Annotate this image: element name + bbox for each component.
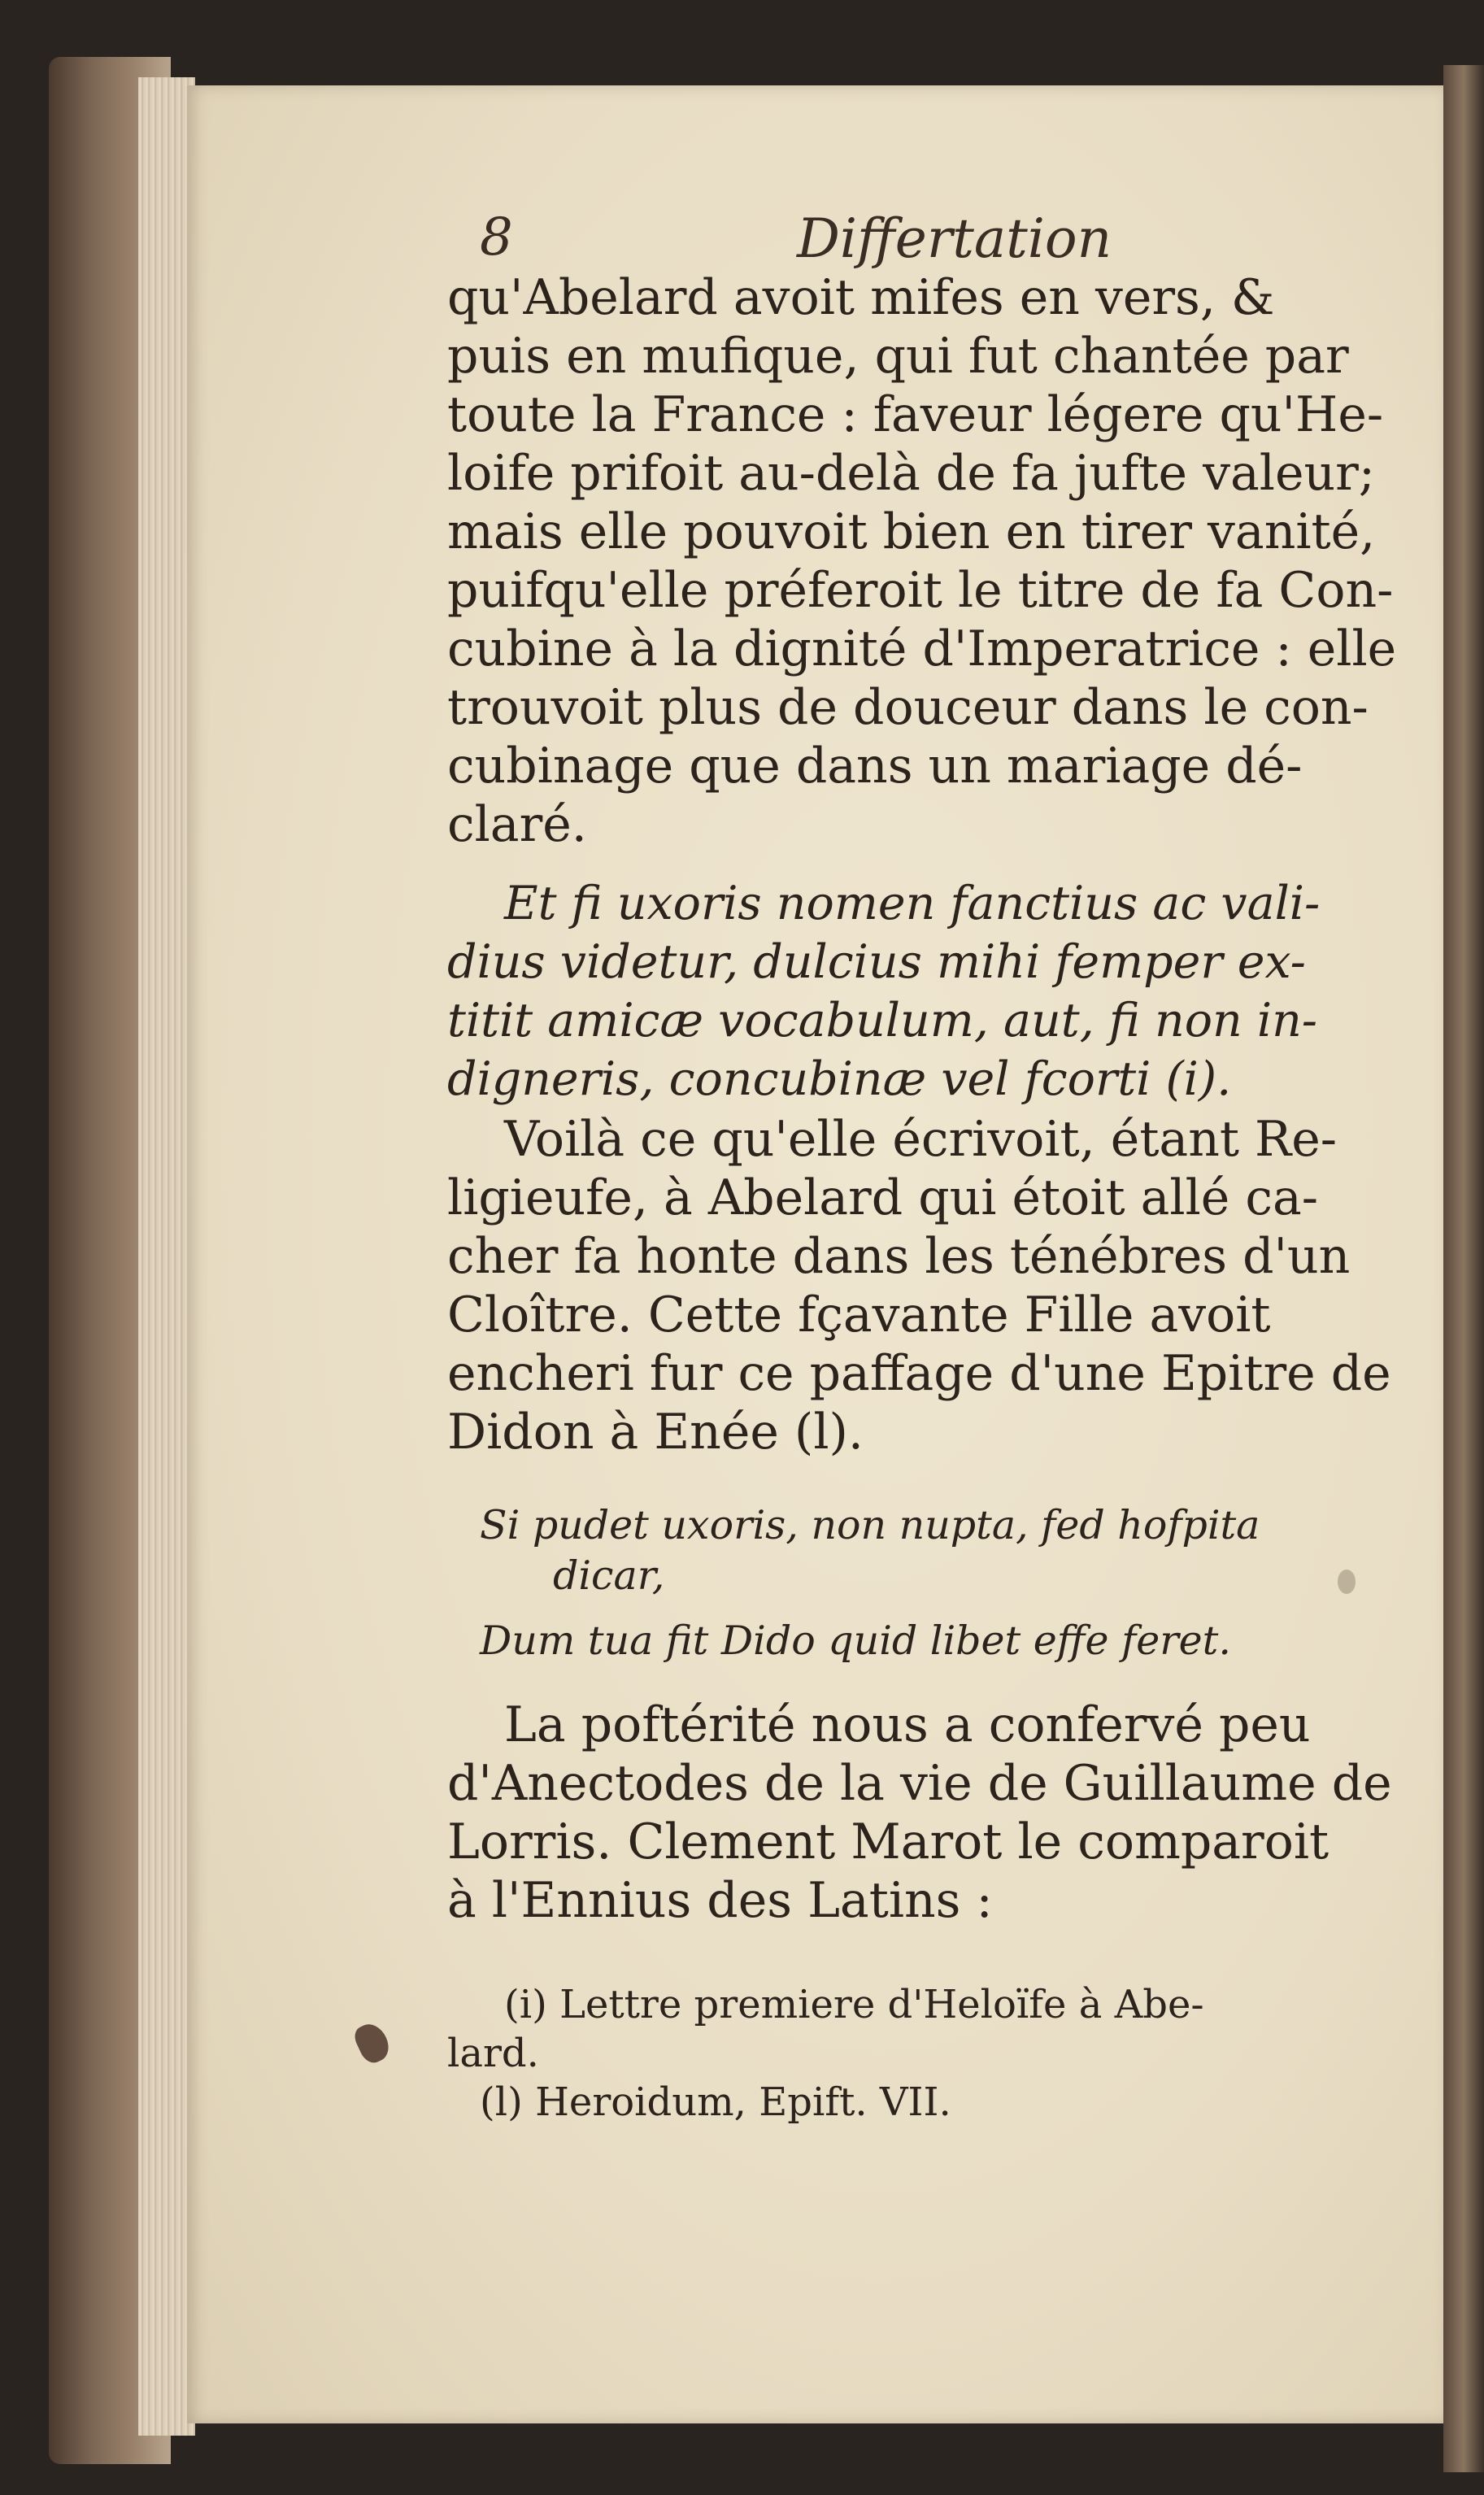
text-line: Voilà ce qu'elle écrivoit, étant Re- — [504, 1111, 1337, 1168]
paragraph-3 — [447, 1696, 1390, 1930]
text-line: qu'Abelard avoit mifes en vers, & — [447, 269, 1275, 326]
verse-line: Dum tua fit Dido quid libet effe feret. — [480, 1618, 1231, 1664]
footnote-line: (i) Lettre premiere d'Heloïfe à Abe- — [504, 1982, 1204, 2027]
footnote-line: (l) Heroidum, Epift. VII. — [480, 2079, 951, 2125]
text-line: cubinage que dans un mariage dé- — [447, 738, 1303, 795]
text-line: Didon à Enée (l). — [447, 1404, 864, 1461]
running-head: Differtation — [797, 207, 1112, 270]
text-line: loife prifoit au-delà de fa jufte valeur; — [447, 445, 1375, 502]
verse-line: Et fi uxoris nomen fanctius ac vali- — [504, 877, 1321, 930]
verse-line: Si pudet uxoris, non nupta, fed hofpita — [480, 1502, 1260, 1548]
verse-line: dicar, — [553, 1552, 665, 1599]
text-line: La poftérité nous a confervé peu — [504, 1696, 1311, 1753]
text-line: puis en mufique, qui fut chantée par — [447, 328, 1349, 385]
paper-stain — [1338, 1570, 1356, 1594]
verse-line: dius videtur, dulcius mihi femper ex- — [447, 935, 1306, 989]
text-line: ligieufe, à Abelard qui étoit allé ca- — [447, 1169, 1319, 1226]
text-line: trouvoit plus de douceur dans le con- — [447, 679, 1369, 736]
text-line: cher fa honte dans les ténébres d'un — [447, 1228, 1351, 1285]
footnotes — [447, 1980, 1390, 2127]
text-line: cubine à la dignité d'Imperatrice : elle — [447, 620, 1397, 677]
text-line: Cloître. Cette fçavante Fille avoit — [447, 1287, 1271, 1343]
text-line: puifqu'elle préferoit le titre de fa Con- — [447, 562, 1394, 619]
verse-line: digneris, concubinæ vel fcorti (i). — [447, 1052, 1232, 1106]
text-line: mais elle pouvoit bien en tirer vanité, — [447, 503, 1376, 560]
text-line: d'Anectodes de la vie de Guillaume de — [447, 1755, 1392, 1812]
paragraph-2 — [447, 1110, 1390, 1461]
text-line: toute la France : faveur légere qu'He- — [447, 386, 1384, 443]
paragraph-1 — [447, 268, 1397, 854]
verse-line: titit amicæ vocabulum, aut, fi non in- — [447, 994, 1318, 1047]
text-line: encheri fur ce paffage d'une Epitre de — [447, 1345, 1391, 1402]
text-line: Lorris. Clement Marot le comparoit — [447, 1814, 1330, 1870]
latin-quote-2 — [447, 1500, 1390, 1666]
latin-quote-1 — [447, 874, 1390, 1108]
text-line: claré. — [447, 796, 587, 853]
footnote-line: lard. — [447, 2031, 539, 2076]
text-line: à l'Ennius des Latins : — [447, 1872, 993, 1929]
page-number: 8 — [480, 207, 513, 268]
facing-page-edge — [1443, 65, 1484, 2472]
